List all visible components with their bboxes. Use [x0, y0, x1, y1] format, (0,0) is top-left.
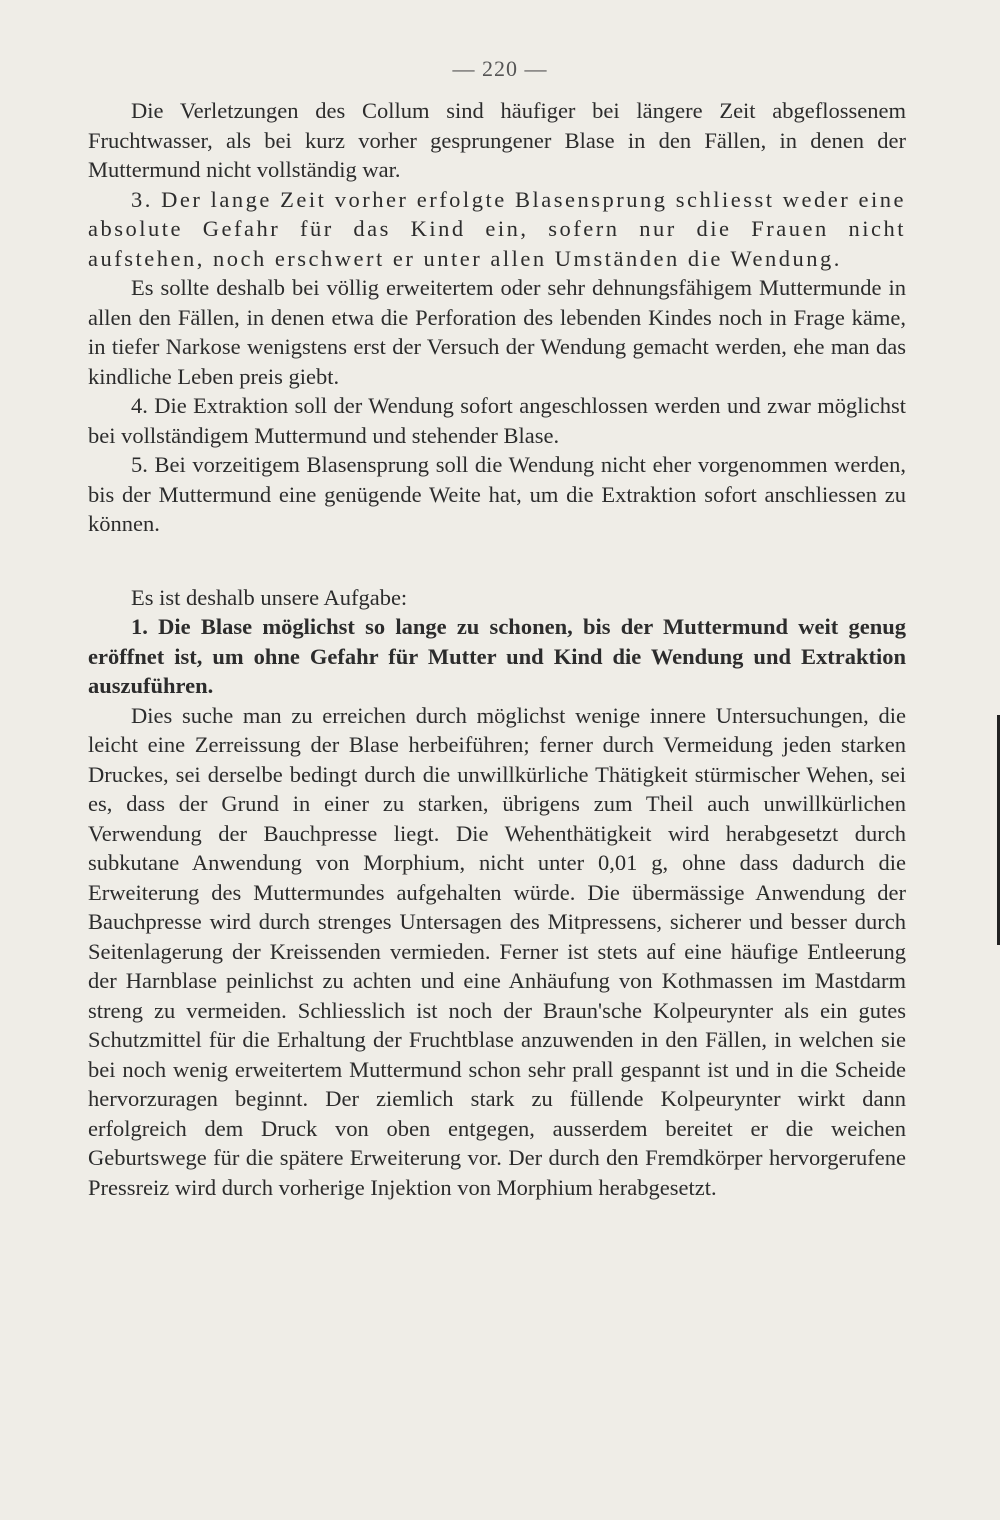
- paragraph-collum: Die Verletzungen des Collum sind häufiger bei längere Zeit abgeflossenem Fruchtwasser, als bei kurz vorher gesprungener Blase in den Fällen, in denen der Muttermund nicht vollständig war.: [88, 98, 906, 182]
- paragraph-task-1: 1. Die Blase möglichst so lange zu schonen, bis der Muttermund weit genug eröffnet ist, um ohne Gefahr für Mutter und Kind die Wendung und Extraktion auszuführen.: [88, 614, 906, 698]
- body-text: [88, 96, 906, 1202]
- paragraph-explanation: Dies suche man zu erreichen durch möglichst wenige innere Untersuchungen, die leicht eine Zerreissung der Blase herbeiführen; ferner durch Vermeidung jeden starken Druckes, sei derselbe bedingt durch die unwillkürliche Thätigkeit stürmischer Wehen, sei es, dass der Grund in einer zu starken, übrigens zum Theil auch unwillkürlichen Verwendung der Bauchpresse liegt. Die Wehenthätigkeit wird herabgesetzt durch subkutane Anwendung von Morphium, nicht unter 0,01 g, ohne dass dadurch die Erweiterung des Muttermundes aufgehalten würde. Die übermässige Anwendung der Bauchpresse wird durch strenges Untersagen des Mitpressens, sicherer und besser durch Seitenlagerung der Kreissenden vermieden. Ferner ist stets auf eine häufige Entleerung der Harnblase peinlichst zu achten und eine Anhäufung von Kothmassen im Mastdarm streng zu vermeiden. Schliesslich ist noch der Braun'sche Kolpeurynter als ein gutes Schutzmittel für die Erhaltung der Fruchtblase anzuwenden in den Fällen, in welchen sie bei noch wenig erweitertem Muttermund schon sehr prall gespannt ist und in die Scheide hervorzuragen beginnt. Der ziemlich stark zu füllende Kolpeurynter wirkt dann erfolgreich dem Druck von oben entgegen, ausserdem bereitet er die weichen Geburtswege für die spätere Erweiterung vor. Der durch den Fremdkörper hervorgerufene Pressreiz wird durch vorherige Injektion von Morphium herabgesetzt.: [88, 702, 906, 1200]
- paragraph-point-5: 5. Bei vorzeitigem Blasensprung soll die Wendung nicht eher vorgenommen werden, bis der Muttermund eine genügende Weite hat, um die Extraktion sofort anschliessen zu können.: [88, 452, 906, 536]
- paragraph-point-4: 4. Die Extraktion soll der Wendung sofort angeschlossen werden und zwar möglichst bei vollständigem Muttermund und stehender Blase.: [88, 393, 906, 448]
- page-number: — 220 —: [452, 56, 548, 81]
- paragraph-perforation: Es sollte deshalb bei völlig erweitertem oder sehr dehnungsfähigem Muttermunde in allen den Fällen, in denen etwa die Perforation des lebenden Kindes noch in Frage käme, in tiefer Narkose wenigstens erst der Versuch der Wendung gemacht werden, ehe man das kindliche Leben preis giebt.: [88, 275, 906, 389]
- paragraph-point-3: 3. Der lange Zeit vorher erfolgte Blasensprung schliesst weder eine absolute Gefahr für das Kind ein, sofern nur die Frauen nicht aufstehen, noch erschwert er unter allen Umständen die Wendung.: [88, 186, 906, 271]
- paragraph-aufgabe: Es ist deshalb unsere Aufgabe:: [131, 584, 408, 610]
